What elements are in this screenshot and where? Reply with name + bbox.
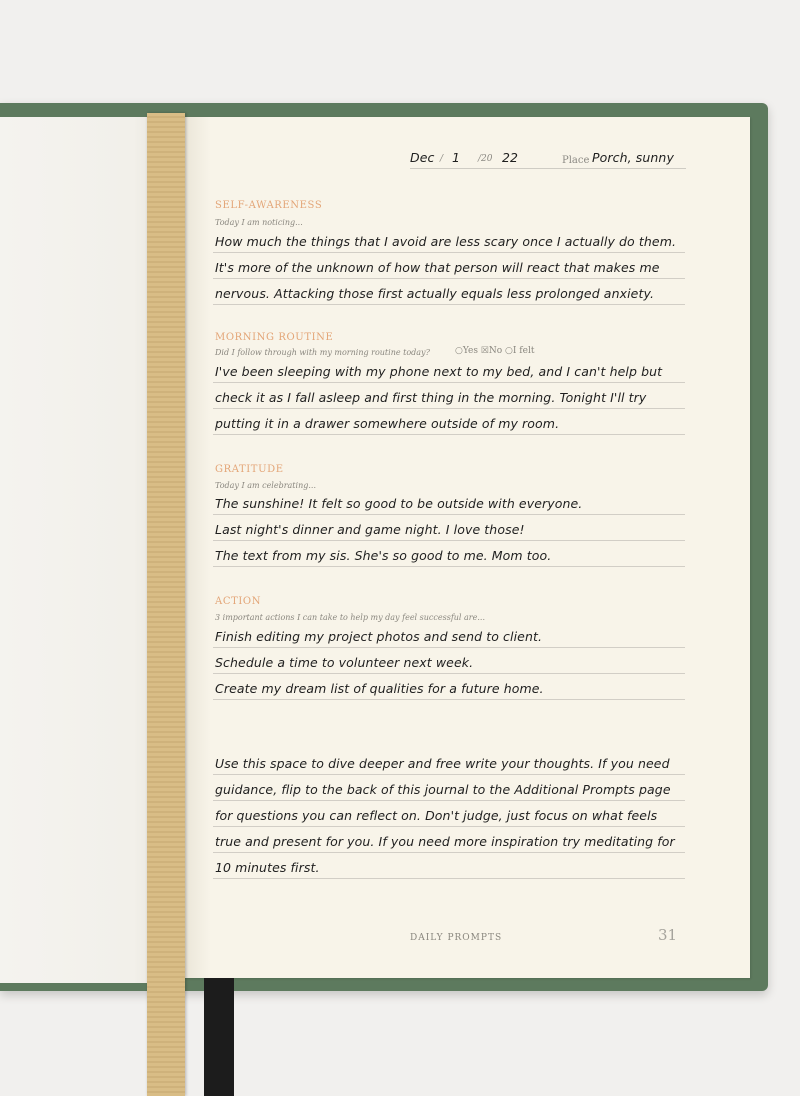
footer-label: DAILY PROMPTS xyxy=(410,933,503,943)
journal-line: Create my dream list of qualities for a future home. xyxy=(213,679,685,700)
journal-line: I've been sleeping with my phone next to my bed, and I can't help but xyxy=(213,362,685,383)
journal-line: How much the things that I avoid are less scary once I actually do them. xyxy=(213,232,685,253)
free-write-line: 10 minutes first. xyxy=(213,858,685,879)
journal-line: The text from my sis. She's so good to me. Mom too. xyxy=(213,546,685,567)
journal-line: The sunshine! It felt so good to be outside with everyone. xyxy=(213,494,685,515)
place-underline xyxy=(560,168,686,169)
entry-year-prefix: /20 xyxy=(478,154,493,164)
morning-routine-prompt: Did I follow through with my morning routine today? xyxy=(215,348,430,357)
black-ribbon-bookmark xyxy=(204,978,234,1096)
journal-line: Finish editing my project photos and send to client. xyxy=(213,627,685,648)
free-write-line: for questions you can reflect on. Don't judge, just focus on what feels xyxy=(213,806,685,827)
free-write-line: guidance, flip to the back of this journal to the Additional Prompts page xyxy=(213,780,685,801)
page-number: 31 xyxy=(658,926,678,944)
entry-year-suffix: 22 xyxy=(502,150,519,165)
self-awareness-prompt: Today I am noticing... xyxy=(215,218,303,227)
gratitude-prompt: Today I am celebrating... xyxy=(215,481,316,490)
journal-line: nervous. Attacking those first actually equals less prolonged anxiety. xyxy=(213,284,685,305)
action-prompt: 3 important actions I can take to help my day feel successful are... xyxy=(215,613,485,622)
free-write-line: true and present for you. If you need more inspiration try meditating for xyxy=(213,832,685,853)
date-underline xyxy=(410,168,560,169)
gold-ribbon-bookmark xyxy=(147,113,185,1096)
morning-routine-heading: MORNING ROUTINE xyxy=(215,332,334,343)
morning-routine-options: ○Yes ☒No ○I felt xyxy=(455,346,535,356)
journal-line: Last night's dinner and game night. I love those! xyxy=(213,520,685,541)
journal-line: Schedule a time to volunteer next week. xyxy=(213,653,685,674)
action-heading: ACTION xyxy=(215,596,262,607)
journal-line: check it as I fall asleep and first thing in the morning. Tonight I'll try xyxy=(213,388,685,409)
journal-line: It's more of the unknown of how that person will react that makes me xyxy=(213,258,685,279)
free-write-line: Use this space to dive deeper and free write your thoughts. If you need xyxy=(213,754,685,775)
entry-day: 1 xyxy=(452,150,461,165)
self-awareness-heading: SELF-AWARENESS xyxy=(215,200,323,211)
journal-line: putting it in a drawer somewhere outside of my room. xyxy=(213,414,685,435)
date-place-row xyxy=(410,150,690,170)
entry-month: Dec xyxy=(410,150,435,165)
entry-place: Porch, sunny xyxy=(592,150,674,165)
date-separator: / xyxy=(440,154,444,164)
gratitude-heading: GRATITUDE xyxy=(215,464,284,475)
place-label: Place xyxy=(562,155,590,166)
